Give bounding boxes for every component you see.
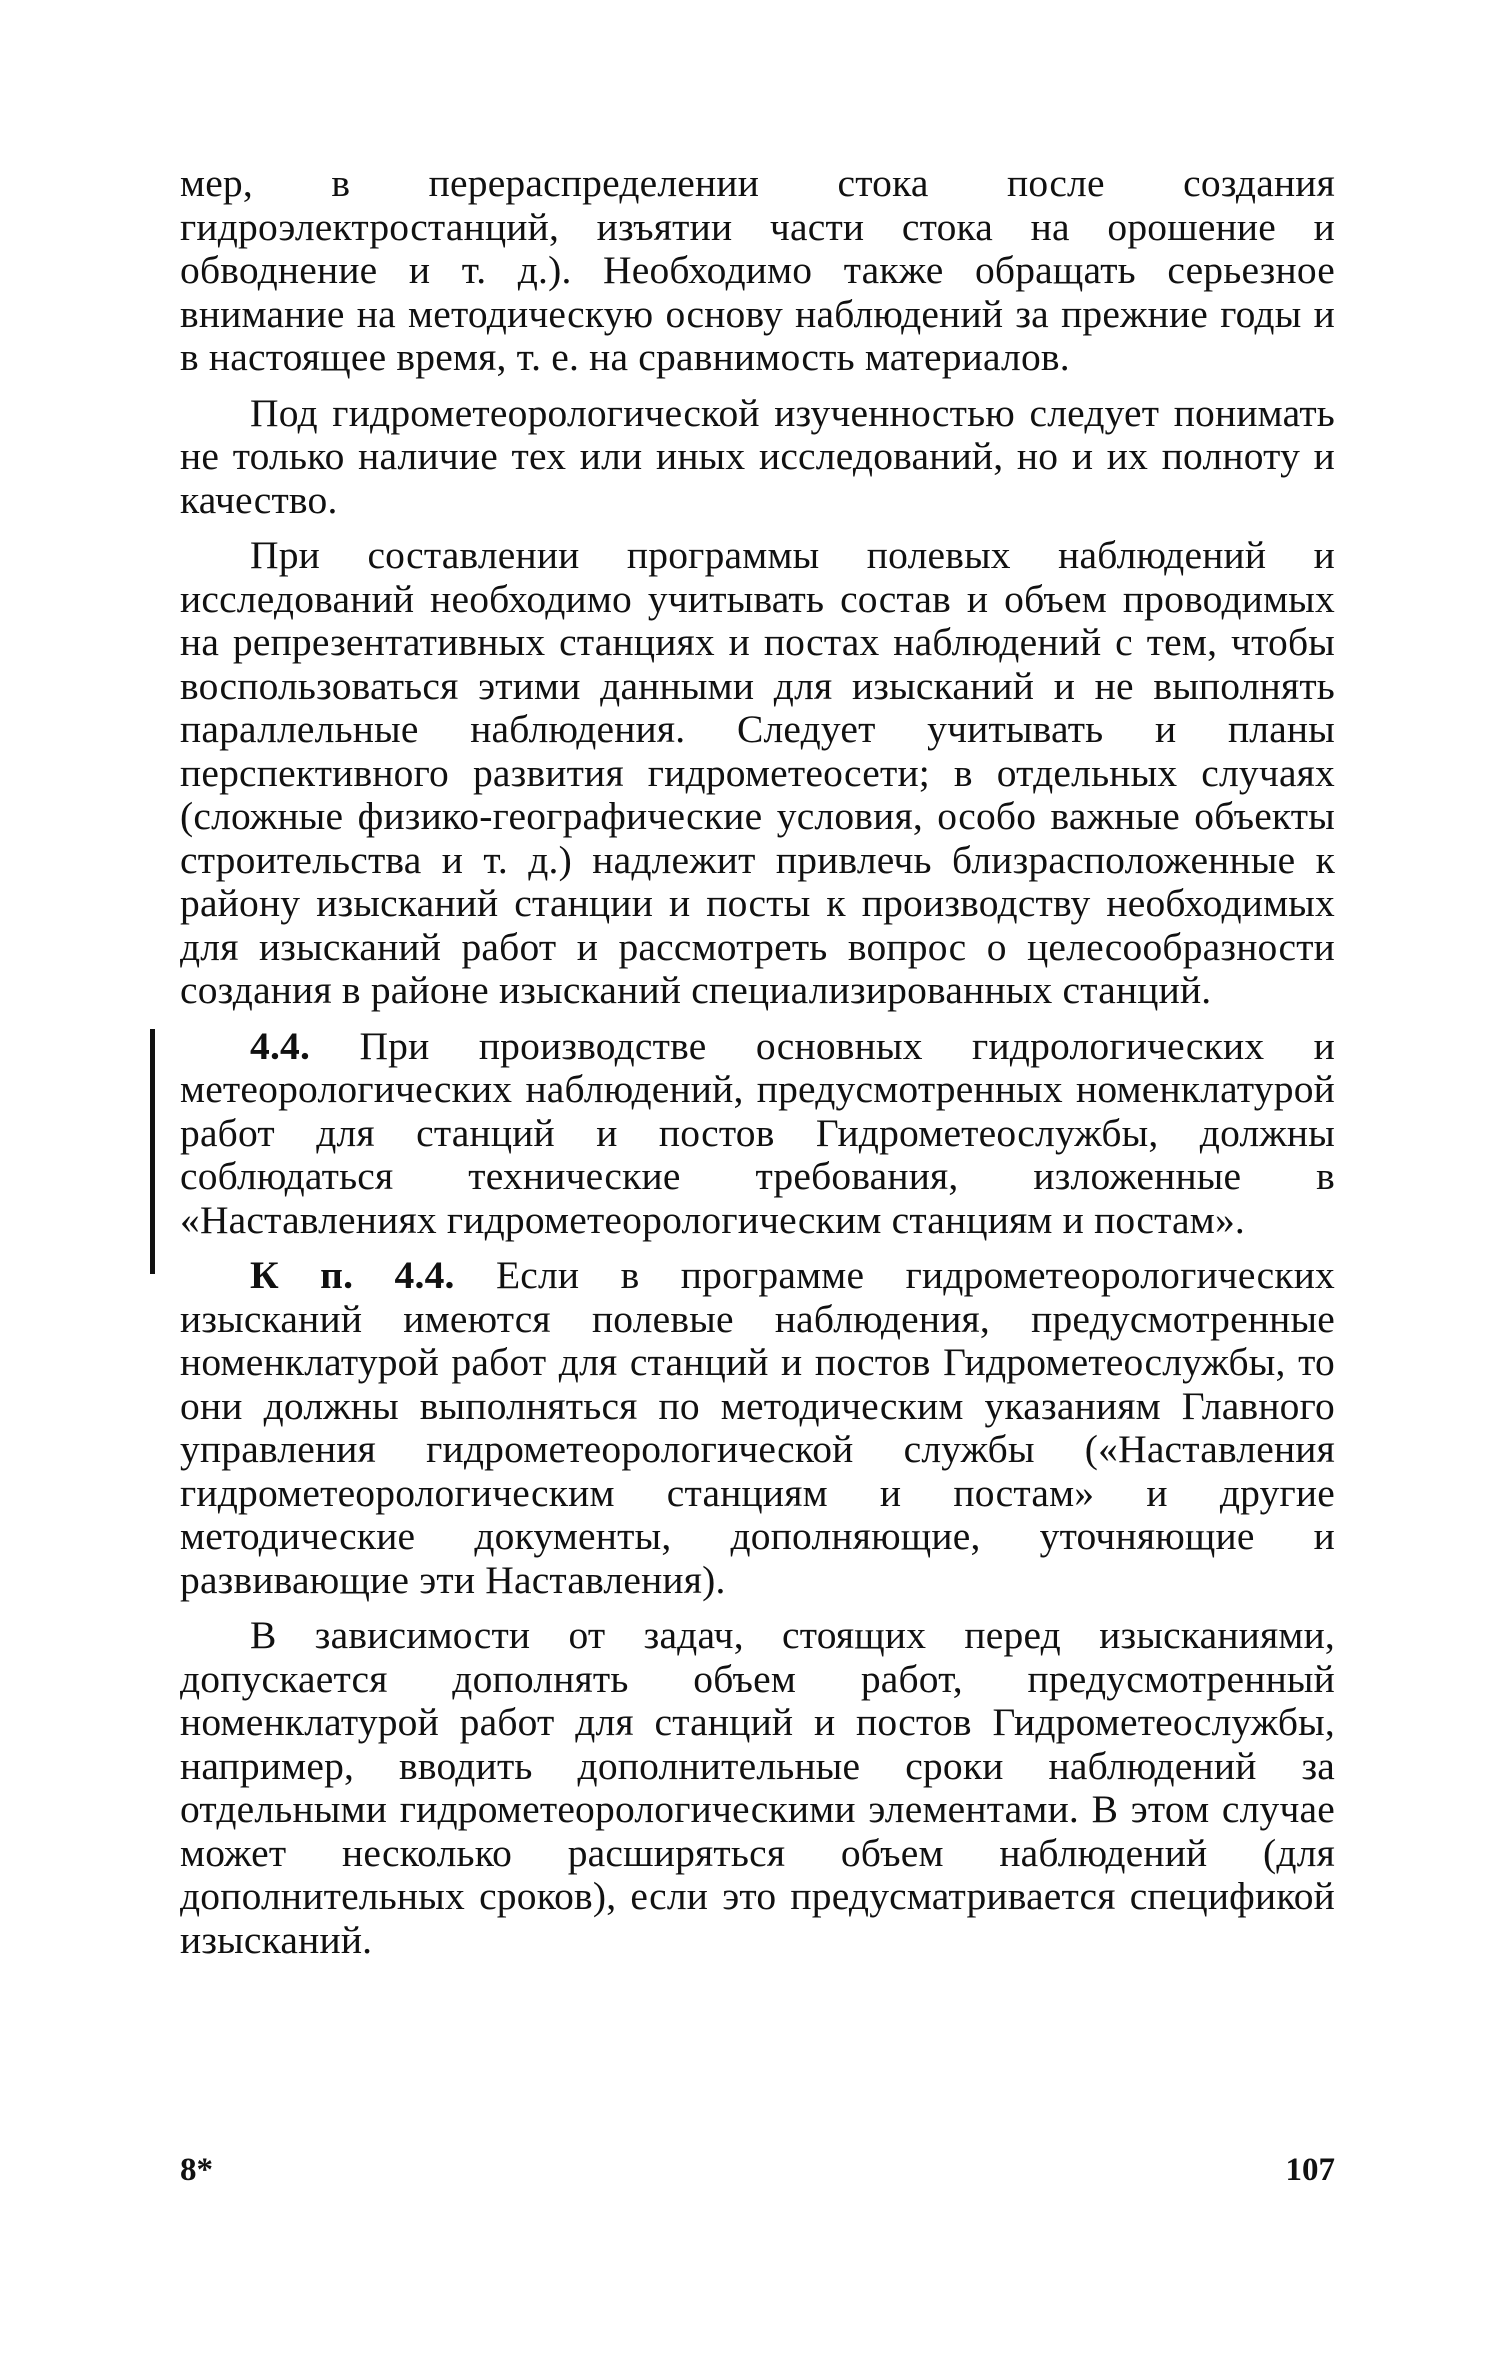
paragraph-text: При производстве основных гидрологических и метеорологических наблюдений, предусмотренных номенклатурой работ для станций и постов Гидрометеослужбы, должны соблюдаться технические требования, изложенные в «Наставлениях гидрометеорологическим станциям и постам». [180, 1023, 1335, 1242]
paragraph-program-compilation [180, 534, 1335, 1013]
paragraph-text: Под гидрометеорологической изученностью следует понимать не только наличие тех или иных исследований, но и их полноту и качество. [180, 390, 1335, 522]
paragraph-additional-scope [180, 1614, 1335, 1962]
commentary-label: К п. 4.4. [250, 1253, 455, 1297]
paragraph-text: В зависимости от задач, стоящих перед изысканиями, допускается дополнять объем работ, предусмотренный номенклатурой работ для станций и постов Гидрометеослужбы, например, вводить дополнительные сроки наблюдений за отдельными гидрометеорологическими элементами. В этом случае может несколько расширяться объем наблюдений (для дополнительных сроков), если это предусматривается спецификой изысканий. [180, 1613, 1335, 1962]
signature-mark: 8* [180, 2152, 213, 2188]
paragraph-text: При составлении программы полевых наблюдений и исследований необходимо учитывать состав и объем проводимых на репрезентативных станциях и постах наблюдений с тем, чтобы воспользоваться этими данными для изысканий и не выполнять параллельные наблюдения. Следует учитывать и планы перспективного развития гидрометеосети; в отдельных случаях (сложные физико-географические условия, особо важные объекты строительства и т. д.) надлежит привлечь близрасположенные к району изысканий станции и посты к производству необходимых для изысканий работ и рассмотреть вопрос о целесообразности создания в районе изысканий специализированных станций. [180, 533, 1335, 1012]
commentary-4-4 [180, 1254, 1335, 1602]
paragraph-study-definition [180, 392, 1335, 523]
revision-bar [150, 1029, 155, 1274]
paragraph-text: мер, в перераспределении стока после создания гидроэлектростанций, изъятии части стока на орошение и обводнение и т. д.). Необходимо также обращать серьезное внимание на методическую основу наблюдений за прежние годы и в настоящее время, т. е. на сравнимость материалов. [180, 161, 1335, 379]
paragraph-text: Если в программе гидрометеорологических изысканий имеются полевые наблюдения, предусмотренные номенклатурой работ для станций и постов Гидрометеослужбы, то они должны выполняться по методическим указаниям Главного управления гидрометеорологической службы («Наставления гидрометеорологическим станциям и постам» и другие методические документы, дополняющие, уточняющие и развивающие эти Наставления). [180, 1253, 1335, 1602]
clause-number: 4.4. [250, 1023, 311, 1068]
page-number: 107 [1285, 2152, 1335, 2188]
paragraph-continuation [180, 162, 1335, 380]
page-body [180, 162, 1335, 1974]
clause-4-4 [180, 1025, 1335, 1243]
page-footer [180, 2152, 1335, 2198]
